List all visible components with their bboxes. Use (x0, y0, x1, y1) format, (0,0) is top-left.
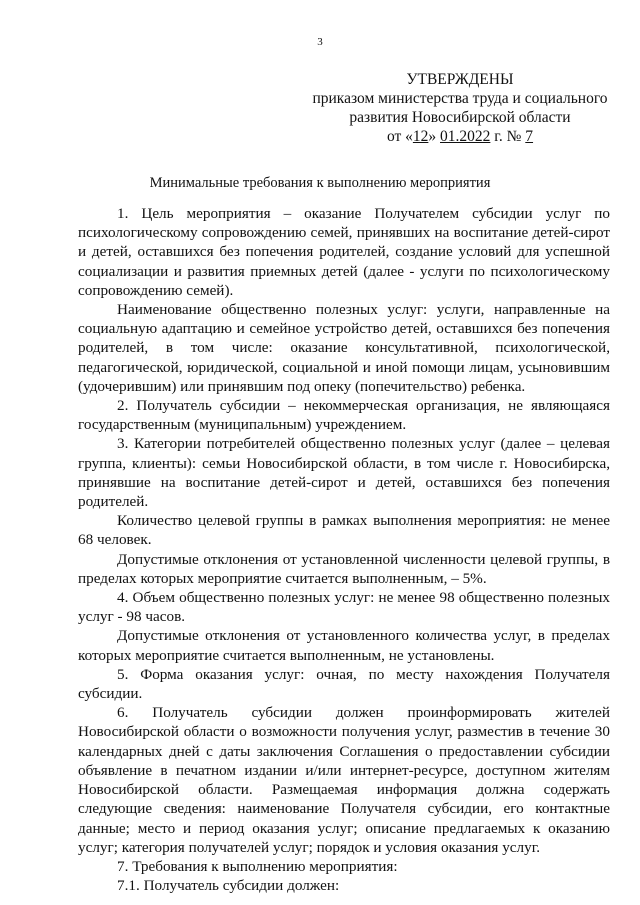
date-month-year: 01.2022 (440, 128, 491, 145)
paragraph: 5. Форма оказания услуг: очная, по месту нахождения Получателя субсидии. (78, 665, 610, 703)
date-day: 12 (412, 128, 429, 145)
approval-line-2: развития Новосибирской области (349, 109, 571, 126)
paragraph: 2. Получатель субсидии – некоммерческая организация, не являющаяся государственным (муниципальным) учреждением. (78, 397, 610, 434)
date-suffix: г. № (490, 128, 526, 145)
paragraph: 3. Категории потребителей общественно полезных услуг (далее – целевая группа, клиенты): семьи Новосибирской области, в том числе г. Новосибирска, принявшие на воспитание детей-сирот и детей, оставшихся без попечения родителей. (78, 435, 610, 511)
paragraph: Допустимые отклонения от установленного количества услуг, в пределах которых мероприятие считается выполненным, не установлены. (78, 627, 610, 664)
paragraph: Количество целевой группы в рамках выполнения мероприятия: не менее 68 человек. (78, 512, 610, 549)
document-title: Минимальные требования к выполнению мероприятия (149, 175, 491, 191)
approval-line-1: приказом министерства труда и социального (312, 90, 608, 107)
paragraph: Допустимые отклонения от установленной численности целевой группы, в пределах которых мероприятие считается выполненным, – 5%. (78, 550, 610, 587)
approval-title: УТВЕРЖДЕНЫ (406, 71, 514, 88)
paragraph: 1. Цель мероприятия – оказание Получателем субсидии услуг по психологическому сопровождению семей, принявших на воспитание детей-сирот и детей, оставшихся без попечения родителей, создание условий для успешной социализации и развития приемных детей (далее - услуги по психологическому сопровождению семей). (78, 205, 610, 299)
date-prefix: от « (386, 128, 413, 145)
date-mid: » (428, 128, 441, 145)
paragraph: 7. Требования к выполнению мероприятия: (117, 857, 398, 875)
paragraph: 6. Получатель субсидии должен проинформировать жителей Новосибирской области о возможности получения услуг, разместив в течение 30 календарных дней с даты заключения Соглашения о предоставлении субсидии объявление в печатном издании и/или интернет-ресурсе, доступном жителям Новосибирской области. Размещаемая информация должна содержать следующие сведения: наименование Получателя субсидии, его контактные данные; место и период оказания услуг; описание предлагаемых к оказанию услуг; категория получателей услуг; порядок и условия оказания услуг. (78, 704, 610, 856)
paragraph: Наименование общественно полезных услуг: услуги, направленные на социальную адаптацию и семейное устройство детей, оставшихся без попечения родителей, в том числе: оказание консультативной, психологической, педагогической, юридической, социальной и иной помощи лицам, усыновившим (удочерившим) или принявшим под опеку (попечительство) ребенка. (78, 301, 610, 395)
page-number: 3 (317, 36, 323, 48)
paragraph: 4. Объем общественно полезных услуг: не менее 98 общественно полезных услуг - 98 часов. (78, 589, 610, 626)
approval-block (300, 70, 620, 146)
order-number: 7 (525, 128, 534, 145)
document-body (78, 204, 610, 895)
approval-date-line (300, 127, 620, 146)
paragraph: 7.1. Получатель субсидии должен: (117, 877, 340, 895)
